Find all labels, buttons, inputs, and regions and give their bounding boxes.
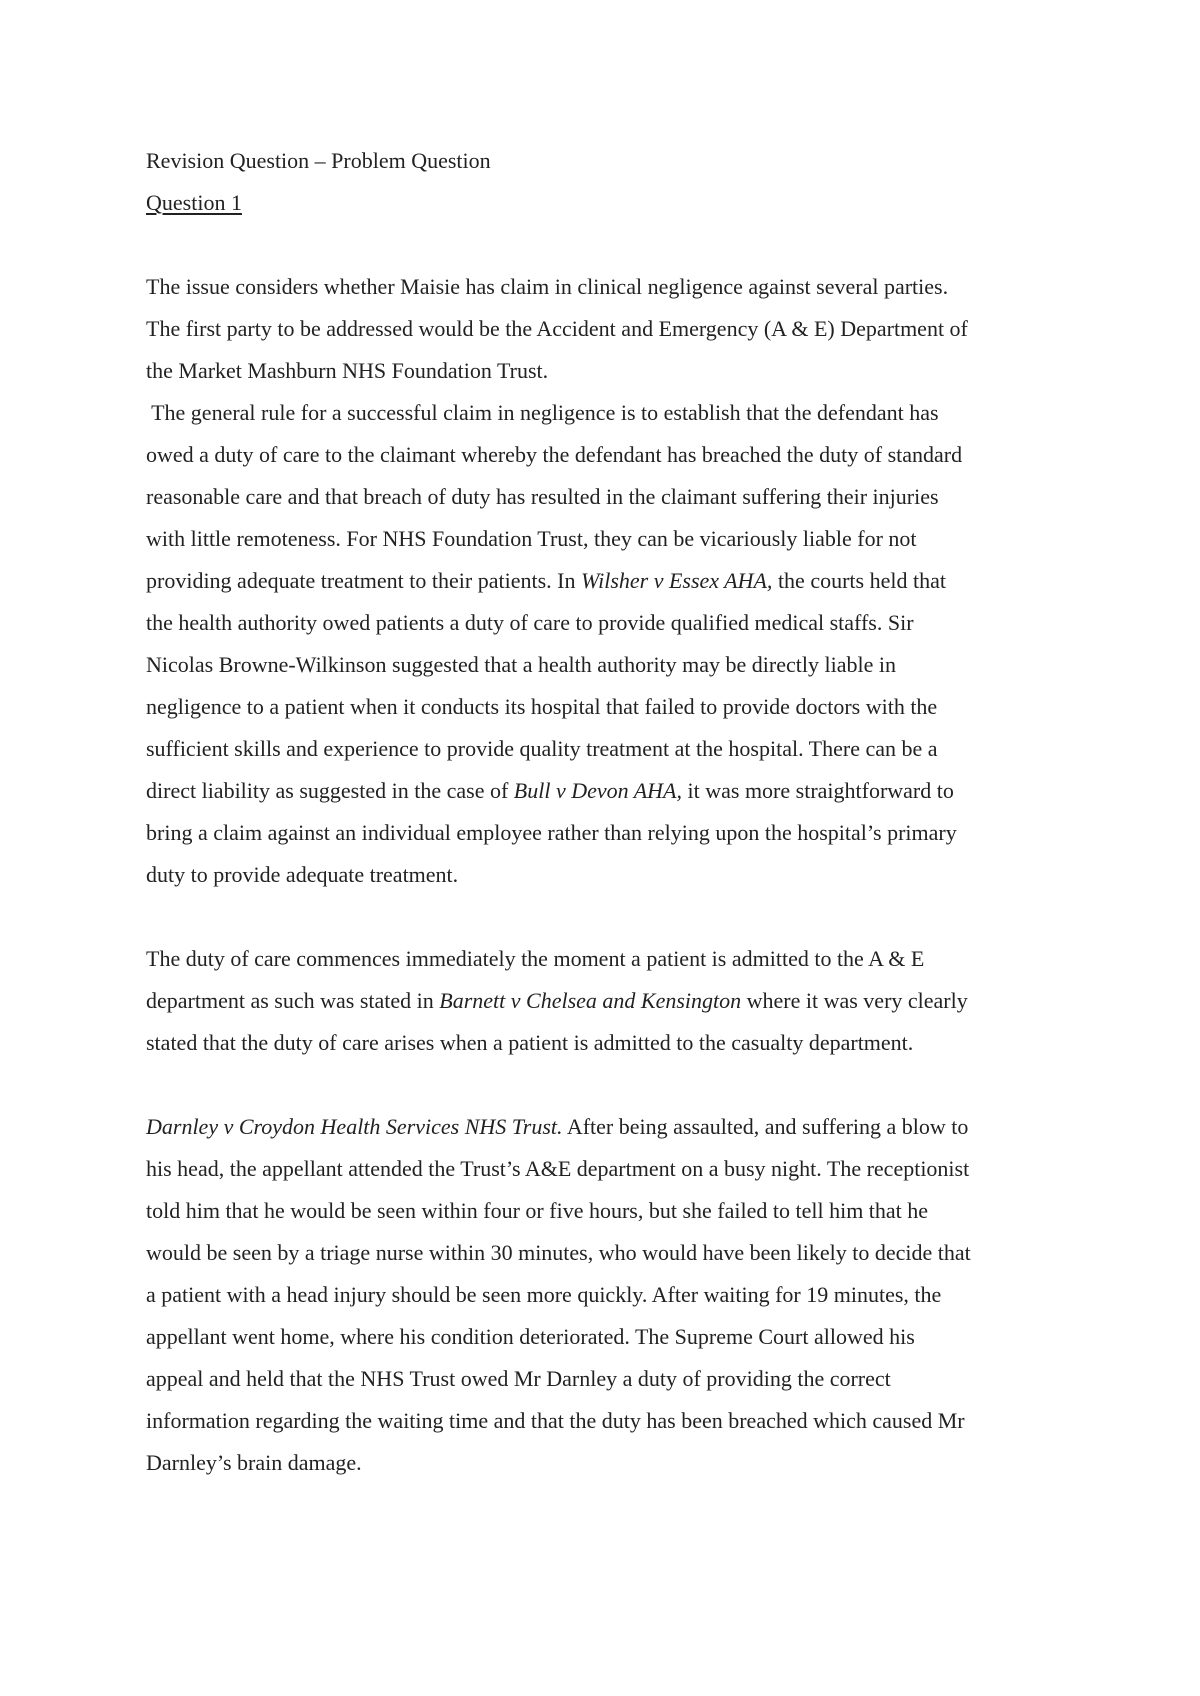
question-subheading: Question 1 [146,190,242,215]
text-fragment: department as such was stated in [146,988,440,1013]
blank-line [146,1064,1081,1106]
blank-line [146,896,1081,938]
text-fragment: the courts held that [772,568,946,593]
text-line: a patient with a head injury should be seen more quickly. After waiting for 19 minutes, the [146,1282,942,1307]
text-line: negligence to a patient when it conducts its hospital that failed to provide doctors with the [146,694,938,719]
blank-line [146,224,1081,266]
text-line: his head, the appellant attended the Trust’s A&E department on a busy night. The receptionist [146,1156,970,1181]
text-line: The duty of care commences immediately the moment a patient is admitted to the A & E [146,946,925,971]
text-line [146,770,1081,812]
text-line: the Market Mashburn NHS Foundation Trust. [146,358,549,383]
text-line: information regarding the waiting time and that the duty has been breached which caused Mr [146,1408,965,1433]
paragraph-duty-commences [146,938,1081,1064]
text-line: stated that the duty of care arises when a patient is admitted to the casualty department. [146,1030,914,1055]
text-fragment: where it was very clearly [741,988,968,1013]
text-fragment: direct liability as suggested in the case of [146,778,514,803]
paragraph-intro [146,266,1081,392]
text-line: appellant went home, where his condition deteriorated. The Supreme Court allowed his [146,1324,915,1349]
text-line: The issue considers whether Maisie has claim in clinical negligence against several parties. [146,274,949,299]
text-line: bring a claim against an individual employee rather than relying upon the hospital’s primary [146,820,957,845]
text-line: appeal and held that the NHS Trust owed Mr Darnley a duty of providing the correct [146,1366,891,1391]
text-line: duty to provide adequate treatment. [146,862,459,887]
paragraph-darnley [146,1106,1081,1484]
case-citation-darnley: Darnley v Croydon Health Services NHS Trust. [146,1114,563,1139]
text-line: Darnley’s brain damage. [146,1450,362,1475]
text-line: with little remoteness. For NHS Foundation Trust, they can be vicariously liable for not [146,526,917,551]
document-body [146,140,1081,1484]
text-line [146,1106,1081,1148]
text-line: owed a duty of care to the claimant whereby the defendant has breached the duty of standard [146,442,963,467]
text-line: The general rule for a successful claim in negligence is to establish that the defendant has [146,400,939,425]
text-line [146,980,1081,1022]
case-citation-wilsher: Wilsher v Essex AHA, [580,568,773,593]
document-heading: Revision Question – Problem Question [146,148,491,173]
text-fragment: providing adequate treatment to their patients. In [146,568,581,593]
case-citation-barnett: Barnett v Chelsea and Kensington [439,988,742,1013]
text-line: reasonable care and that breach of duty has resulted in the claimant suffering their injuries [146,484,939,509]
paragraph-general-rule [146,392,1081,896]
text-line [146,560,1081,602]
text-line: would be seen by a triage nurse within 30 minutes, who would have been likely to decide that [146,1240,971,1265]
text-line: the health authority owed patients a duty of care to provide qualified medical staffs. Sir [146,610,914,635]
case-citation-bull: Bull v Devon AHA, [513,778,682,803]
text-line: Nicolas Browne-Wilkinson suggested that a health authority may be directly liable in [146,652,896,677]
text-line: The first party to be addressed would be the Accident and Emergency (A & E) Department of [146,316,968,341]
text-fragment: it was more straightforward to [682,778,954,803]
text-line: sufficient skills and experience to provide quality treatment at the hospital. There can be a [146,736,938,761]
text-fragment: After being assaulted, and suffering a blow to [562,1114,969,1139]
text-line: told him that he would be seen within four or five hours, but she failed to tell him that he [146,1198,929,1223]
